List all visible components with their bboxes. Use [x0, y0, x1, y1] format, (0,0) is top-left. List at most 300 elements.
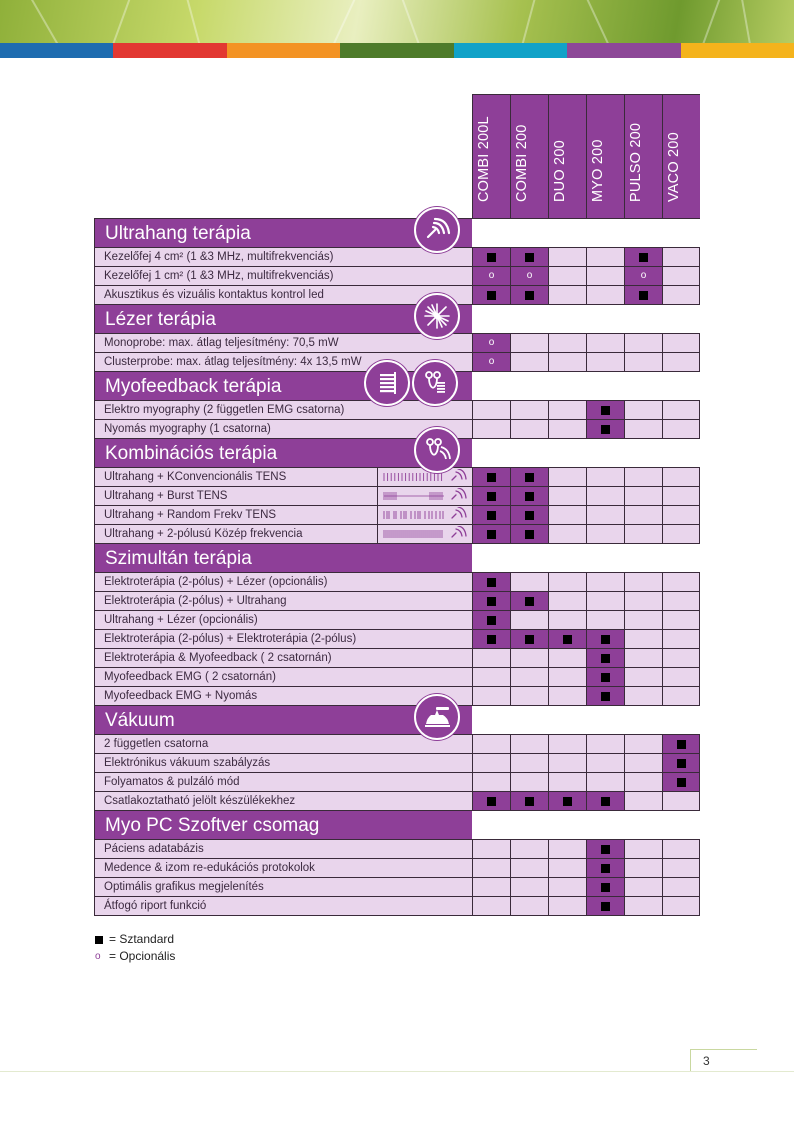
optional-circle-icon: o — [640, 270, 647, 281]
standard-square-icon — [525, 473, 534, 482]
feature-cell — [586, 896, 624, 915]
feature-row-label — [94, 629, 472, 648]
feature-cell — [472, 667, 510, 686]
legend-standard-text: = Sztandard — [109, 932, 175, 946]
feature-label-text: Ultrahang + Burst TENS — [104, 490, 228, 502]
section-title-spacer — [472, 543, 700, 572]
feature-cell — [548, 486, 586, 505]
feature-cell — [510, 400, 548, 419]
feature-row-label — [94, 667, 472, 686]
emg-bars-icon — [364, 360, 410, 406]
feature-label-text: Folyamatos & pulzáló mód — [104, 776, 240, 788]
feature-cell — [624, 791, 662, 810]
feature-row-label — [94, 486, 472, 505]
standard-square-icon — [525, 291, 534, 300]
standard-square-icon — [677, 778, 686, 787]
feature-cell — [548, 772, 586, 791]
feature-cell — [472, 505, 510, 524]
feature-cell — [472, 266, 510, 285]
feature-row-label — [94, 896, 472, 915]
feature-label-text: Elektroterápia (2-pólus) + Lézer (opcionális) — [104, 576, 328, 588]
standard-square-icon — [601, 864, 610, 873]
feature-cell — [510, 734, 548, 753]
standard-square-icon — [487, 492, 496, 501]
feature-cell — [624, 629, 662, 648]
standard-square-icon — [487, 797, 496, 806]
feature-cell — [624, 839, 662, 858]
standard-square-icon — [563, 797, 572, 806]
section-title — [94, 810, 472, 839]
feature-cell — [510, 839, 548, 858]
feature-label-text: Nyomás myography (1 csatorna) — [104, 423, 271, 435]
standard-square-icon — [601, 635, 610, 644]
feature-row-label — [94, 591, 472, 610]
grass-blade — [330, 0, 361, 43]
feature-cell — [510, 333, 548, 352]
color-strip — [0, 43, 794, 58]
feature-cell — [510, 352, 548, 371]
electrode-icon — [412, 360, 458, 406]
standard-square-icon — [487, 253, 496, 262]
feature-cell — [510, 791, 548, 810]
standard-square-icon — [525, 511, 534, 520]
page-number: 3 — [703, 1054, 710, 1068]
feature-cell — [624, 572, 662, 591]
feature-cell — [472, 610, 510, 629]
header-banner-image — [0, 0, 794, 43]
feature-row-label — [94, 333, 472, 352]
feature-row-label — [94, 734, 472, 753]
feature-cell — [624, 285, 662, 304]
standard-square-icon — [525, 530, 534, 539]
feature-cell — [586, 667, 624, 686]
standard-square-icon — [525, 797, 534, 806]
feature-cell — [472, 648, 510, 667]
section-title-text: Kombinációs terápia — [105, 443, 278, 464]
feature-cell — [472, 877, 510, 896]
feature-cell — [510, 610, 548, 629]
feature-cell — [472, 629, 510, 648]
standard-square-icon — [601, 797, 610, 806]
feature-label-text: Kezelőfej 1 cm² (1 &3 MHz, multifrekvenciás) — [104, 270, 334, 282]
feature-cell — [548, 877, 586, 896]
page-number-box — [690, 1049, 757, 1072]
strip-segment — [340, 43, 453, 58]
feature-cell — [548, 505, 586, 524]
medium-frequency-wave-icon — [377, 525, 472, 543]
feature-cell — [548, 524, 586, 543]
feature-cell — [624, 400, 662, 419]
feature-cell — [510, 505, 548, 524]
feature-row-label — [94, 419, 472, 438]
feature-row-label — [94, 505, 472, 524]
feature-cell — [472, 772, 510, 791]
feature-cell — [548, 753, 586, 772]
feature-cell — [624, 266, 662, 285]
feature-cell — [662, 572, 700, 591]
feature-label-text: Elektro myography (2 független EMG csatorna) — [104, 404, 345, 416]
feature-cell — [472, 896, 510, 915]
feature-cell — [586, 524, 624, 543]
feature-cell — [586, 839, 624, 858]
optional-circle-icon: o — [488, 356, 495, 367]
random-tens-wave-icon — [377, 506, 472, 524]
feature-cell — [472, 572, 510, 591]
combination-icon — [414, 427, 460, 473]
grass-blade — [581, 0, 612, 43]
feature-cell — [510, 266, 548, 285]
section-title-spacer — [472, 810, 700, 839]
feature-cell — [548, 839, 586, 858]
feature-cell — [548, 400, 586, 419]
feature-cell — [586, 686, 624, 705]
feature-cell — [624, 648, 662, 667]
feature-cell — [510, 524, 548, 543]
feature-cell — [586, 486, 624, 505]
feature-cell — [624, 753, 662, 772]
feature-cell — [662, 247, 700, 266]
feature-cell — [662, 734, 700, 753]
feature-cell — [662, 858, 700, 877]
feature-cell — [510, 247, 548, 266]
feature-label-text: Átfogó riport funkció — [104, 900, 207, 912]
section-title — [94, 371, 472, 400]
feature-cell — [510, 591, 548, 610]
feature-row-label — [94, 791, 472, 810]
section-title — [94, 543, 472, 572]
feature-cell — [548, 629, 586, 648]
burst-tens-wave-icon — [377, 487, 472, 505]
standard-square-icon — [525, 253, 534, 262]
column-header-label: COMBI 200L — [475, 116, 492, 202]
standard-square-icon — [601, 883, 610, 892]
column-header — [624, 94, 662, 218]
feature-cell — [662, 285, 700, 304]
section-title-spacer — [472, 438, 700, 467]
feature-cell — [624, 419, 662, 438]
ultrasound-icon — [414, 207, 460, 253]
feature-cell — [662, 591, 700, 610]
feature-cell — [662, 467, 700, 486]
column-header — [662, 94, 700, 218]
feature-cell — [548, 667, 586, 686]
feature-label-text: Ultrahang + Lézer (opcionális) — [104, 614, 258, 626]
feature-cell — [586, 591, 624, 610]
feature-label-text: Monoprobe: max. átlag teljesítmény: 70,5 mW — [104, 337, 339, 349]
feature-cell — [624, 734, 662, 753]
comparison-table — [94, 94, 699, 916]
feature-cell — [662, 667, 700, 686]
feature-cell — [662, 839, 700, 858]
feature-cell — [548, 247, 586, 266]
feature-cell — [624, 486, 662, 505]
column-header-label: PULSO 200 — [627, 122, 644, 202]
feature-cell — [472, 591, 510, 610]
section-title — [94, 304, 472, 333]
grass-blade — [110, 0, 136, 43]
standard-square-icon — [95, 936, 103, 944]
feature-cell — [472, 753, 510, 772]
feature-cell — [472, 352, 510, 371]
feature-cell — [662, 486, 700, 505]
feature-cell — [662, 352, 700, 371]
standard-square-icon — [639, 291, 648, 300]
feature-cell — [662, 505, 700, 524]
feature-cell — [662, 524, 700, 543]
feature-label-text: Medence & izom re-edukációs protokolok — [104, 862, 315, 874]
feature-cell — [586, 791, 624, 810]
standard-square-icon — [639, 253, 648, 262]
feature-cell — [624, 877, 662, 896]
feature-cell — [586, 858, 624, 877]
feature-cell — [472, 247, 510, 266]
feature-cell — [548, 419, 586, 438]
feature-cell — [662, 629, 700, 648]
standard-square-icon — [563, 635, 572, 644]
feature-cell — [586, 572, 624, 591]
grass-blade — [25, 0, 62, 43]
feature-row-label — [94, 572, 472, 591]
feature-row-label — [94, 877, 472, 896]
feature-cell — [586, 285, 624, 304]
feature-cell — [624, 467, 662, 486]
column-header-label: DUO 200 — [551, 140, 568, 202]
feature-cell — [510, 667, 548, 686]
legend-optional-text: = Opcionális — [109, 949, 176, 963]
feature-cell — [548, 858, 586, 877]
feature-label-text: Akusztikus és vizuális kontaktus kontrol led — [104, 289, 324, 301]
grass-blade — [700, 0, 726, 43]
section-title-text: Myofeedback terápia — [105, 376, 282, 397]
section-title — [94, 438, 472, 467]
feature-label-text: Myofeedback EMG + Nyomás — [104, 690, 258, 702]
feature-cell — [472, 686, 510, 705]
feature-cell — [510, 572, 548, 591]
strip-segment — [681, 43, 794, 58]
standard-square-icon — [487, 635, 496, 644]
feature-cell — [586, 877, 624, 896]
feature-cell — [472, 858, 510, 877]
standard-square-icon — [677, 740, 686, 749]
column-header — [510, 94, 548, 218]
section-title-spacer — [472, 218, 700, 247]
feature-cell — [548, 896, 586, 915]
feature-label-text: Ultrahang + KConvencionális TENS — [104, 471, 287, 483]
feature-cell — [510, 858, 548, 877]
feature-label-text: Clusterprobe: max. átlag teljesítmény: 4x 13,5 mW — [104, 356, 362, 368]
feature-cell — [662, 772, 700, 791]
grass-blade — [182, 0, 202, 43]
feature-row-label — [94, 352, 472, 371]
feature-cell — [624, 247, 662, 266]
feature-label-text: Csatlakoztatható jelölt készülékekhez — [104, 795, 296, 807]
legend-optional — [95, 948, 175, 965]
feature-cell — [624, 505, 662, 524]
feature-cell — [472, 791, 510, 810]
section-title-spacer — [472, 705, 700, 734]
feature-cell — [586, 352, 624, 371]
feature-cell — [510, 629, 548, 648]
feature-cell — [586, 753, 624, 772]
standard-square-icon — [601, 425, 610, 434]
feature-cell — [662, 266, 700, 285]
feature-cell — [662, 419, 700, 438]
feature-cell — [586, 610, 624, 629]
feature-cell — [662, 648, 700, 667]
feature-cell — [586, 505, 624, 524]
standard-square-icon — [487, 597, 496, 606]
standard-square-icon — [525, 492, 534, 501]
feature-cell — [662, 400, 700, 419]
table-bottom-border — [94, 915, 700, 916]
standard-square-icon — [487, 616, 496, 625]
feature-label-text: Ultrahang + Random Frekv TENS — [104, 509, 277, 521]
standard-square-icon — [601, 902, 610, 911]
feature-cell — [586, 247, 624, 266]
feature-label-text: Elektrónikus vákuum szabályzás — [104, 757, 271, 769]
section-title-text: Lézer terápia — [105, 309, 216, 330]
feature-cell — [472, 467, 510, 486]
column-header — [586, 94, 624, 218]
section-title-text: Vákuum — [105, 710, 175, 731]
feature-cell — [586, 400, 624, 419]
feature-cell — [624, 896, 662, 915]
legend — [95, 931, 175, 965]
feature-cell — [510, 467, 548, 486]
vacuum-cup-icon — [414, 694, 460, 740]
standard-square-icon — [525, 635, 534, 644]
feature-cell — [548, 572, 586, 591]
column-header — [548, 94, 586, 218]
feature-cell — [548, 352, 586, 371]
feature-cell — [472, 734, 510, 753]
optional-circle-icon: o — [526, 270, 533, 281]
feature-cell — [624, 686, 662, 705]
feature-row-label — [94, 524, 472, 543]
column-header-label: MYO 200 — [589, 139, 606, 202]
feature-cell — [510, 753, 548, 772]
feature-row-label — [94, 247, 472, 266]
feature-cell — [548, 591, 586, 610]
section-title — [94, 218, 472, 247]
section-title-spacer — [472, 371, 700, 400]
feature-cell — [586, 419, 624, 438]
strip-segment — [567, 43, 680, 58]
column-header — [472, 94, 510, 218]
feature-cell — [472, 839, 510, 858]
feature-cell — [662, 753, 700, 772]
feature-row-label — [94, 648, 472, 667]
feature-cell — [662, 333, 700, 352]
section-title-text: Ultrahang terápia — [105, 223, 251, 244]
section-title-text: Szimultán terápia — [105, 548, 252, 569]
feature-cell — [472, 285, 510, 304]
section-title-spacer — [472, 304, 700, 333]
feature-cell — [586, 629, 624, 648]
feature-row-label — [94, 753, 472, 772]
feature-cell — [662, 686, 700, 705]
optional-circle-icon: o — [488, 270, 495, 281]
feature-label-text: Páciens adatabázis — [104, 843, 204, 855]
feature-cell — [624, 591, 662, 610]
section-title-text: Myo PC Szoftver csomag — [105, 815, 320, 836]
optional-circle-icon: o — [95, 951, 101, 962]
legend-standard — [95, 931, 175, 948]
optional-circle-icon: o — [488, 337, 495, 348]
feature-cell — [548, 266, 586, 285]
conventional-tens-wave-icon — [377, 468, 472, 486]
standard-square-icon — [487, 291, 496, 300]
standard-square-icon — [487, 578, 496, 587]
feature-cell — [510, 419, 548, 438]
feature-cell — [586, 734, 624, 753]
feature-label-text: Elektroterápia (2-pólus) + Elektroterápia (2-pólus) — [104, 633, 357, 645]
feature-cell — [548, 333, 586, 352]
column-header-label: VACO 200 — [665, 132, 682, 202]
feature-cell — [472, 400, 510, 419]
feature-cell — [548, 610, 586, 629]
standard-square-icon — [487, 473, 496, 482]
feature-cell — [548, 734, 586, 753]
feature-cell — [586, 333, 624, 352]
feature-row-label — [94, 266, 472, 285]
feature-label-text: Myofeedback EMG ( 2 csatornán) — [104, 671, 276, 683]
feature-cell — [586, 772, 624, 791]
header-blank — [94, 94, 472, 218]
feature-cell — [510, 772, 548, 791]
strip-segment — [0, 43, 113, 58]
feature-cell — [472, 333, 510, 352]
feature-cell — [624, 610, 662, 629]
feature-cell — [662, 610, 700, 629]
feature-label-text: 2 független csatorna — [104, 738, 209, 750]
feature-row-label — [94, 467, 472, 486]
feature-cell — [548, 791, 586, 810]
grass-blade — [738, 0, 752, 43]
feature-row-label — [94, 610, 472, 629]
feature-row-label — [94, 400, 472, 419]
feature-label-text: Ultrahang + 2-pólusú Közép frekvencia — [104, 528, 303, 540]
feature-row-label — [94, 772, 472, 791]
grass-blade — [520, 0, 540, 43]
feature-cell — [624, 772, 662, 791]
section-title — [94, 705, 472, 734]
grass-blade — [396, 0, 422, 43]
laser-icon — [414, 293, 460, 339]
feature-row-label — [94, 686, 472, 705]
footer-line — [0, 1071, 794, 1072]
feature-cell — [586, 467, 624, 486]
feature-label-text: Optimális grafikus megjelenítés — [104, 881, 264, 893]
standard-square-icon — [601, 692, 610, 701]
standard-square-icon — [677, 759, 686, 768]
feature-cell — [548, 686, 586, 705]
feature-cell — [510, 648, 548, 667]
feature-row-label — [94, 285, 472, 304]
feature-cell — [662, 791, 700, 810]
feature-cell — [624, 333, 662, 352]
strip-segment — [454, 43, 567, 58]
feature-cell — [510, 486, 548, 505]
strip-segment — [227, 43, 340, 58]
standard-square-icon — [601, 406, 610, 415]
feature-cell — [624, 667, 662, 686]
feature-cell — [662, 877, 700, 896]
feature-cell — [548, 467, 586, 486]
feature-cell — [472, 419, 510, 438]
feature-cell — [510, 285, 548, 304]
standard-square-icon — [601, 673, 610, 682]
